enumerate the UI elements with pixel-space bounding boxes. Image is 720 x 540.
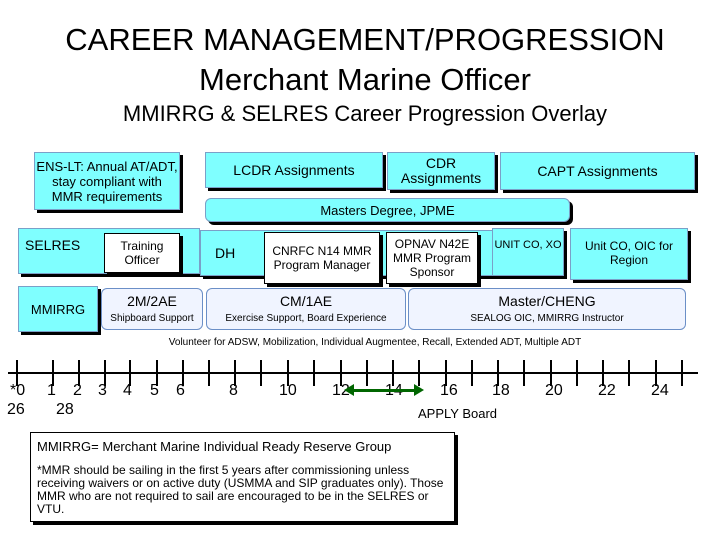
master-title: Master/CHENG [498, 293, 596, 309]
timeline-label-1: 1 [47, 382, 56, 399]
apply-arrow-shaft [350, 389, 420, 392]
cdr-label: CDR Assignments [400, 155, 482, 186]
timeline-label-20: 20 [545, 382, 563, 399]
legend-box [30, 432, 455, 522]
dh-label: DH [215, 245, 236, 261]
capt-box [500, 152, 695, 190]
timeline-label-3: 3 [98, 382, 107, 399]
cnrfc-box [264, 232, 380, 284]
lcdr-box [205, 152, 383, 188]
timeline-label-28: 28 [56, 401, 74, 418]
timeline-label-8: 8 [229, 382, 238, 399]
masters-box [205, 198, 570, 222]
timeline-label-16: 16 [440, 382, 458, 399]
opnav-box [386, 232, 478, 284]
timeline-label-4: 4 [123, 382, 132, 399]
timeline-tick [418, 360, 420, 386]
training-officer-box [104, 233, 180, 273]
masters-label: Masters Degree, JPME [320, 202, 455, 218]
timeline-label-6: 6 [176, 382, 185, 399]
unit-co-xo-label: UNIT CO, XO [494, 239, 562, 251]
timeline-tick [681, 360, 683, 386]
timeline-label-22: 22 [598, 382, 616, 399]
opnav-label: OPNAV N42E MMR Program Sponsor [392, 237, 471, 279]
ae-title: 2M/2AE [127, 293, 177, 309]
timeline-label-10: 10 [279, 382, 297, 399]
timeline-label-18: 18 [492, 382, 510, 399]
volunteer-note: Volunteer for ADSW, Mobilization, Individual Augmentee, Recall, Extended ADT, Multiple ADT [168, 337, 582, 348]
unit-co-oic-box [570, 228, 688, 280]
cnrfc-label: CNRFC N14 MMR Program Manager [272, 244, 372, 272]
master-sub: SEALOG OIC, MMIRRG Instructor [470, 313, 624, 324]
timeline-label-0: *0 [10, 382, 26, 399]
timeline-tick [576, 360, 578, 386]
ens-lt-box [34, 152, 180, 210]
legend-definition: MMIRRG= Merchant Marine Individual Ready Reserve Group [37, 439, 392, 454]
capt-label: CAPT Assignments [537, 163, 658, 179]
ae-sub: Shipboard Support [110, 313, 194, 324]
selres-label: SELRES [25, 237, 81, 253]
page-title-line2: Merchant Marine Officer [199, 62, 531, 97]
cdr-box [387, 152, 495, 190]
timeline-tick [471, 360, 473, 386]
timeline-label-2: 2 [73, 382, 82, 399]
timeline-tick [260, 360, 262, 386]
timeline-tick [523, 360, 525, 386]
ens-lt-label: ENS-LT: Annual AT/ADT, stay compliant with MMR requirements [36, 158, 178, 204]
legend-note: *MMR should be sailing in the first 5 years after commissioning unless receiving waivers or on active duty (USMMA and SIP graduates only). Those MMR who are not required to sail are encouraged to be in the SELRES or VTU. [37, 463, 444, 516]
apply-board-label: APPLY Board [418, 406, 498, 421]
timeline-tick [366, 360, 368, 386]
timeline-tick [313, 360, 315, 386]
ae-box [101, 288, 203, 330]
page-subtitle: MMIRRG & SELRES Career Progression Overlay [122, 101, 608, 126]
timeline-label-24: 24 [651, 382, 669, 399]
timeline-label-26: 26 [7, 401, 25, 418]
master-box [408, 288, 686, 330]
timeline-axis [8, 372, 698, 374]
timeline-tick [208, 360, 210, 386]
cm-sub: Exercise Support, Board Experience [225, 313, 387, 324]
apply-arrow-right-head [414, 384, 424, 396]
cm-box [206, 288, 406, 330]
mmirrg-label-box [18, 286, 98, 332]
lcdr-label: LCDR Assignments [233, 162, 355, 178]
unit-co-oic-label: Unit CO, OIC for Region [584, 239, 673, 267]
cm-title: CM/1AE [279, 293, 333, 309]
timeline-tick [628, 360, 630, 386]
page-title: CAREER MANAGEMENT/PROGRESSION [65, 22, 665, 57]
timeline-label-12: 12 [332, 382, 350, 399]
unit-co-xo-box [492, 228, 564, 276]
mmirrg-label: MMIRRG [30, 301, 86, 317]
training-officer-label: Training Officer [120, 239, 164, 267]
timeline-label-5: 5 [150, 382, 159, 399]
